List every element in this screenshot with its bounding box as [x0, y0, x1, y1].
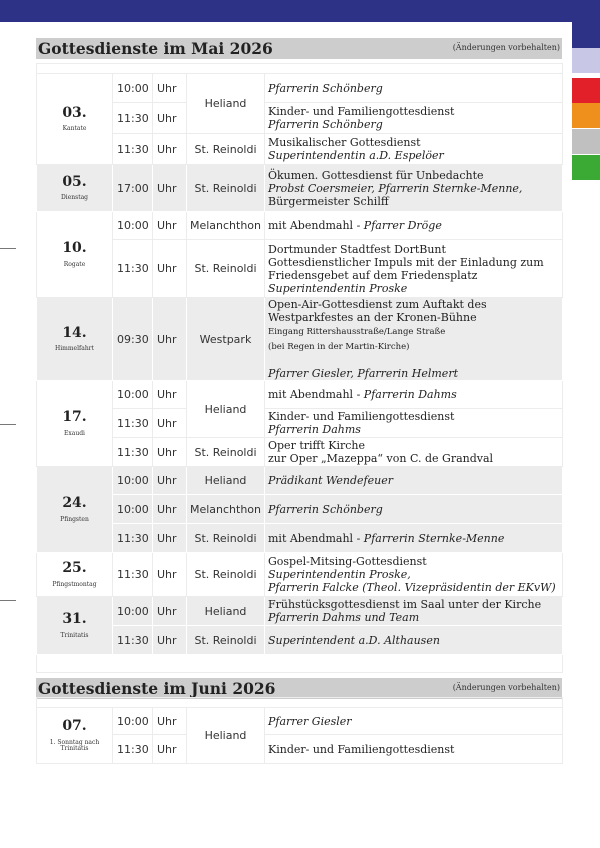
liturgical-day: Himmelfahrt: [55, 345, 94, 353]
church-cell: Heliand: [187, 467, 265, 495]
liturgical-day: Exaudi: [64, 429, 85, 437]
date-number: 05.: [62, 173, 87, 190]
uhr-label: Uhr: [153, 438, 187, 467]
church-cell: St. Reinoldi: [187, 165, 265, 212]
service-description: [265, 165, 563, 212]
liturgical-day: Pfingstmontag: [52, 580, 97, 588]
service-text: zur Oper „Mazeppa“ von C. de Grandval: [268, 452, 494, 465]
margin-mark: [0, 600, 16, 601]
margin-mark: [0, 424, 16, 425]
date-cell: [37, 553, 113, 597]
margin-mark: [0, 248, 16, 249]
description-line: [268, 598, 562, 611]
uhr-label: Uhr: [153, 524, 187, 553]
service-description: [265, 735, 563, 764]
date-cell: [37, 597, 113, 655]
table-row: [37, 553, 563, 597]
description-line: [268, 282, 562, 295]
service-text: Westparkfestes an der Kronen-Bühne: [268, 311, 477, 324]
service-description: [265, 409, 563, 438]
color-tab-red: [572, 78, 600, 103]
time-cell: 11:30: [113, 240, 153, 298]
service-description: [265, 626, 563, 655]
section-header-june: [36, 678, 562, 699]
service-description: [265, 240, 563, 298]
date-cell: [37, 212, 113, 298]
description-line: [268, 311, 562, 324]
service-text: Gottesdienstlicher Impuls mit der Einladung zum: [268, 255, 544, 269]
uhr-label: Uhr: [153, 240, 187, 298]
color-tab-orange: [572, 103, 600, 128]
color-tab-grey: [572, 129, 600, 154]
service-text: Bürgermeister Schilff: [268, 194, 389, 208]
liturgical-day: Dienstag: [60, 194, 89, 202]
side-strip: [572, 22, 600, 48]
service-text: mit Abendmahl -: [268, 531, 364, 545]
uhr-label: Uhr: [153, 626, 187, 655]
uhr-label: Uhr: [153, 381, 187, 409]
description-line: [268, 195, 562, 208]
table-spacer: [37, 655, 563, 673]
uhr-label: Uhr: [153, 74, 187, 103]
date-number: 31.: [62, 611, 87, 627]
description-line: [268, 743, 562, 756]
description-line: [268, 452, 562, 465]
table-row: [37, 240, 563, 298]
uhr-label: Uhr: [153, 212, 187, 240]
uhr-label: Uhr: [153, 495, 187, 524]
description-line: [268, 611, 562, 624]
service-text: Oper trifft Kirche: [268, 439, 366, 452]
uhr-label: Uhr: [153, 708, 187, 735]
description-line: [268, 503, 562, 516]
color-tab-green: [572, 155, 600, 180]
description-line: [268, 324, 562, 339]
service-text: Kinder- und Familiengottesdienst: [268, 105, 455, 118]
section-title: Gottesdienste im Juni 2026: [38, 679, 276, 698]
service-text: Friedensgebet auf dem Friedensplatz: [268, 268, 478, 282]
officiant: Superintendentin a.D. Espelöer: [268, 149, 444, 162]
description-line: [268, 581, 562, 594]
church-cell: Westpark: [187, 298, 265, 381]
officiant: Pfarrerin Dahms: [268, 423, 361, 436]
table-row: [37, 381, 563, 409]
officiant: Pfarrerin Falcke (Theol. Vizepräsidentin der EKvW): [268, 581, 556, 594]
church-cell: St. Reinoldi: [187, 438, 265, 467]
officiant: Pfarrerin Schönberg: [268, 81, 383, 95]
table-row: [37, 298, 563, 381]
service-description: [265, 134, 563, 165]
liturgical-day: Rogate: [63, 260, 86, 268]
description-line: [268, 82, 562, 95]
table-row: [37, 409, 563, 438]
officiant: Superintendentin Proske: [268, 281, 408, 295]
schedule-table-june: [36, 697, 563, 764]
time-cell: 10:00: [113, 381, 153, 409]
description-line: [268, 474, 562, 487]
service-text: Frühstücksgottesdienst im Saal unter der Kirche: [268, 598, 542, 611]
description-line: [268, 423, 562, 436]
spacer-cell: [37, 698, 563, 708]
description-line: [268, 136, 562, 149]
description-line: [268, 298, 562, 311]
description-line: [268, 532, 562, 545]
service-text: Ökumen. Gottesdienst für Unbedachte: [268, 168, 484, 182]
description-line: [268, 269, 562, 282]
uhr-label: Uhr: [153, 467, 187, 495]
time-cell: 11:30: [113, 524, 153, 553]
table-row: [37, 134, 563, 165]
header-bar: [0, 0, 600, 22]
service-description: [265, 298, 563, 381]
church-cell: St. Reinoldi: [187, 626, 265, 655]
description-line: [268, 149, 562, 162]
description-line: [268, 354, 562, 367]
time-cell: 11:30: [113, 626, 153, 655]
time-cell: 10:00: [113, 212, 153, 240]
service-description: [265, 597, 563, 626]
church-cell: Heliand: [187, 74, 265, 134]
date-cell: [37, 708, 113, 764]
description-line: [268, 339, 562, 354]
service-description: [265, 553, 563, 597]
service-description: [265, 103, 563, 134]
date-cell: [37, 74, 113, 165]
date-cell: [37, 165, 113, 212]
time-cell: 11:30: [113, 134, 153, 165]
date-number: 10.: [62, 240, 87, 256]
description-line: [268, 243, 562, 256]
officiant: Pfarrerin Sternke-Menne: [363, 531, 505, 545]
officiant: Pfarrer Giesler: [268, 714, 352, 728]
description-line: [268, 555, 562, 568]
church-cell: Heliand: [187, 381, 265, 438]
table-row: [37, 438, 563, 467]
description-line: [268, 219, 562, 232]
table-spacer: [37, 698, 563, 708]
time-cell: 11:30: [113, 735, 153, 764]
time-cell: 11:30: [113, 409, 153, 438]
uhr-label: Uhr: [153, 165, 187, 212]
description-line: [268, 388, 562, 401]
liturgical-day: 1. Sonntag nach Trinitatis: [49, 738, 100, 752]
liturgical-day: Kantate: [62, 125, 87, 133]
service-description: [265, 381, 563, 409]
time-cell: 11:30: [113, 103, 153, 134]
service-description: [265, 467, 563, 495]
table-row: [37, 524, 563, 553]
church-cell: Melanchthon: [187, 495, 265, 524]
time-cell: 10:00: [113, 495, 153, 524]
service-text: Gospel-Mitsing-Gottesdienst: [268, 555, 427, 568]
service-description: [265, 212, 563, 240]
time-cell: 11:30: [113, 438, 153, 467]
service-text: mit Abendmahl -: [268, 219, 364, 232]
description-line: [268, 182, 562, 195]
service-description: [265, 524, 563, 553]
description-line: [268, 256, 562, 269]
section-note: (Änderungen vorbehalten): [452, 43, 560, 52]
officiant: Pfarrerin Dahms: [363, 388, 457, 401]
time-cell: 10:00: [113, 467, 153, 495]
spacer-cell: [37, 64, 563, 74]
time-cell: 17:00: [113, 165, 153, 212]
service-description: [265, 495, 563, 524]
date-cell: [37, 298, 113, 381]
table-row: [37, 103, 563, 134]
date-number: 03.: [62, 104, 87, 121]
description-line: [268, 715, 562, 728]
uhr-label: Uhr: [153, 597, 187, 626]
church-cell: St. Reinoldi: [187, 553, 265, 597]
church-cell: St. Reinoldi: [187, 134, 265, 165]
service-description: [265, 74, 563, 103]
church-cell: Melanchthon: [187, 212, 265, 240]
table-row: [37, 467, 563, 495]
table-spacer: [37, 64, 563, 74]
table-row: [37, 212, 563, 240]
service-text: Musikalischer Gottesdienst: [268, 136, 421, 149]
description-line: [268, 568, 562, 581]
description-line: [268, 410, 562, 423]
officiant: Superintendentin Proske,: [268, 568, 411, 581]
table-row: [37, 708, 563, 735]
church-cell: St. Reinoldi: [187, 240, 265, 298]
time-cell: 09:30: [113, 298, 153, 381]
section-header-may: [36, 38, 562, 59]
uhr-label: Uhr: [153, 298, 187, 381]
table-row: [37, 597, 563, 626]
section-title: Gottesdienste im Mai 2026: [38, 39, 273, 58]
service-text: (bei Regen in der Martin-Kirche): [268, 342, 410, 352]
liturgical-day: Pfingsten: [60, 515, 89, 523]
table-row: [37, 74, 563, 103]
color-tab-lavender: [572, 48, 600, 73]
table-row: [37, 626, 563, 655]
description-line: [268, 169, 562, 182]
table-row: [37, 495, 563, 524]
table-row: [37, 165, 563, 212]
uhr-label: Uhr: [153, 409, 187, 438]
service-description: [265, 708, 563, 735]
church-cell: Heliand: [187, 708, 265, 764]
date-number: 14.: [62, 324, 87, 341]
description-line: [268, 118, 562, 131]
officiant: Pfarrer Dröge: [363, 219, 442, 232]
service-text: mit Abendmahl -: [268, 388, 364, 401]
uhr-label: Uhr: [153, 134, 187, 165]
section-note: (Änderungen vorbehalten): [452, 683, 560, 692]
service-description: [265, 438, 563, 467]
service-text: Kinder- und Familiengottesdienst: [268, 742, 455, 756]
service-text: Open-Air-Gottesdienst zum Auftakt des: [268, 298, 487, 311]
officiant: Probst Coersmeier, Pfarrerin Sternke-Menne,: [268, 181, 523, 195]
time-cell: 11:30: [113, 553, 153, 597]
spacer-cell: [37, 655, 563, 673]
liturgical-day: Trinitatis: [60, 631, 89, 639]
time-cell: 10:00: [113, 708, 153, 735]
time-cell: 10:00: [113, 74, 153, 103]
church-cell: St. Reinoldi: [187, 524, 265, 553]
date-number: 17.: [62, 409, 87, 425]
officiant: Pfarrerin Schönberg: [268, 118, 383, 131]
officiant: Superintendent a.D. Althausen: [268, 633, 440, 647]
church-cell: Heliand: [187, 597, 265, 626]
service-text: Dortmunder Stadtfest DortBunt: [268, 242, 446, 256]
officiant: Pfarrerin Dahms und Team: [268, 611, 420, 624]
date-number: 24.: [62, 495, 87, 511]
officiant: Pfarrer Giesler, Pfarrerin Helmert: [268, 367, 458, 380]
table-row: [37, 735, 563, 764]
uhr-label: Uhr: [153, 735, 187, 764]
description-line: [268, 367, 562, 380]
date-cell: [37, 381, 113, 467]
officiant: Prädikant Wendefeuer: [268, 474, 393, 487]
date-number: 25.: [62, 560, 87, 576]
service-text: Eingang Rittershausstraße/Lange Straße: [268, 327, 446, 337]
description-line: [268, 634, 562, 647]
date-cell: [37, 467, 113, 553]
uhr-label: Uhr: [153, 103, 187, 134]
officiant: Pfarrerin Schönberg: [268, 502, 383, 516]
schedule-table-may: [36, 63, 563, 673]
time-cell: 10:00: [113, 597, 153, 626]
uhr-label: Uhr: [153, 553, 187, 597]
description-line: [268, 439, 562, 452]
service-text: Kinder- und Familiengottesdienst: [268, 410, 455, 423]
date-number: 07.: [62, 717, 87, 734]
description-line: [268, 105, 562, 118]
